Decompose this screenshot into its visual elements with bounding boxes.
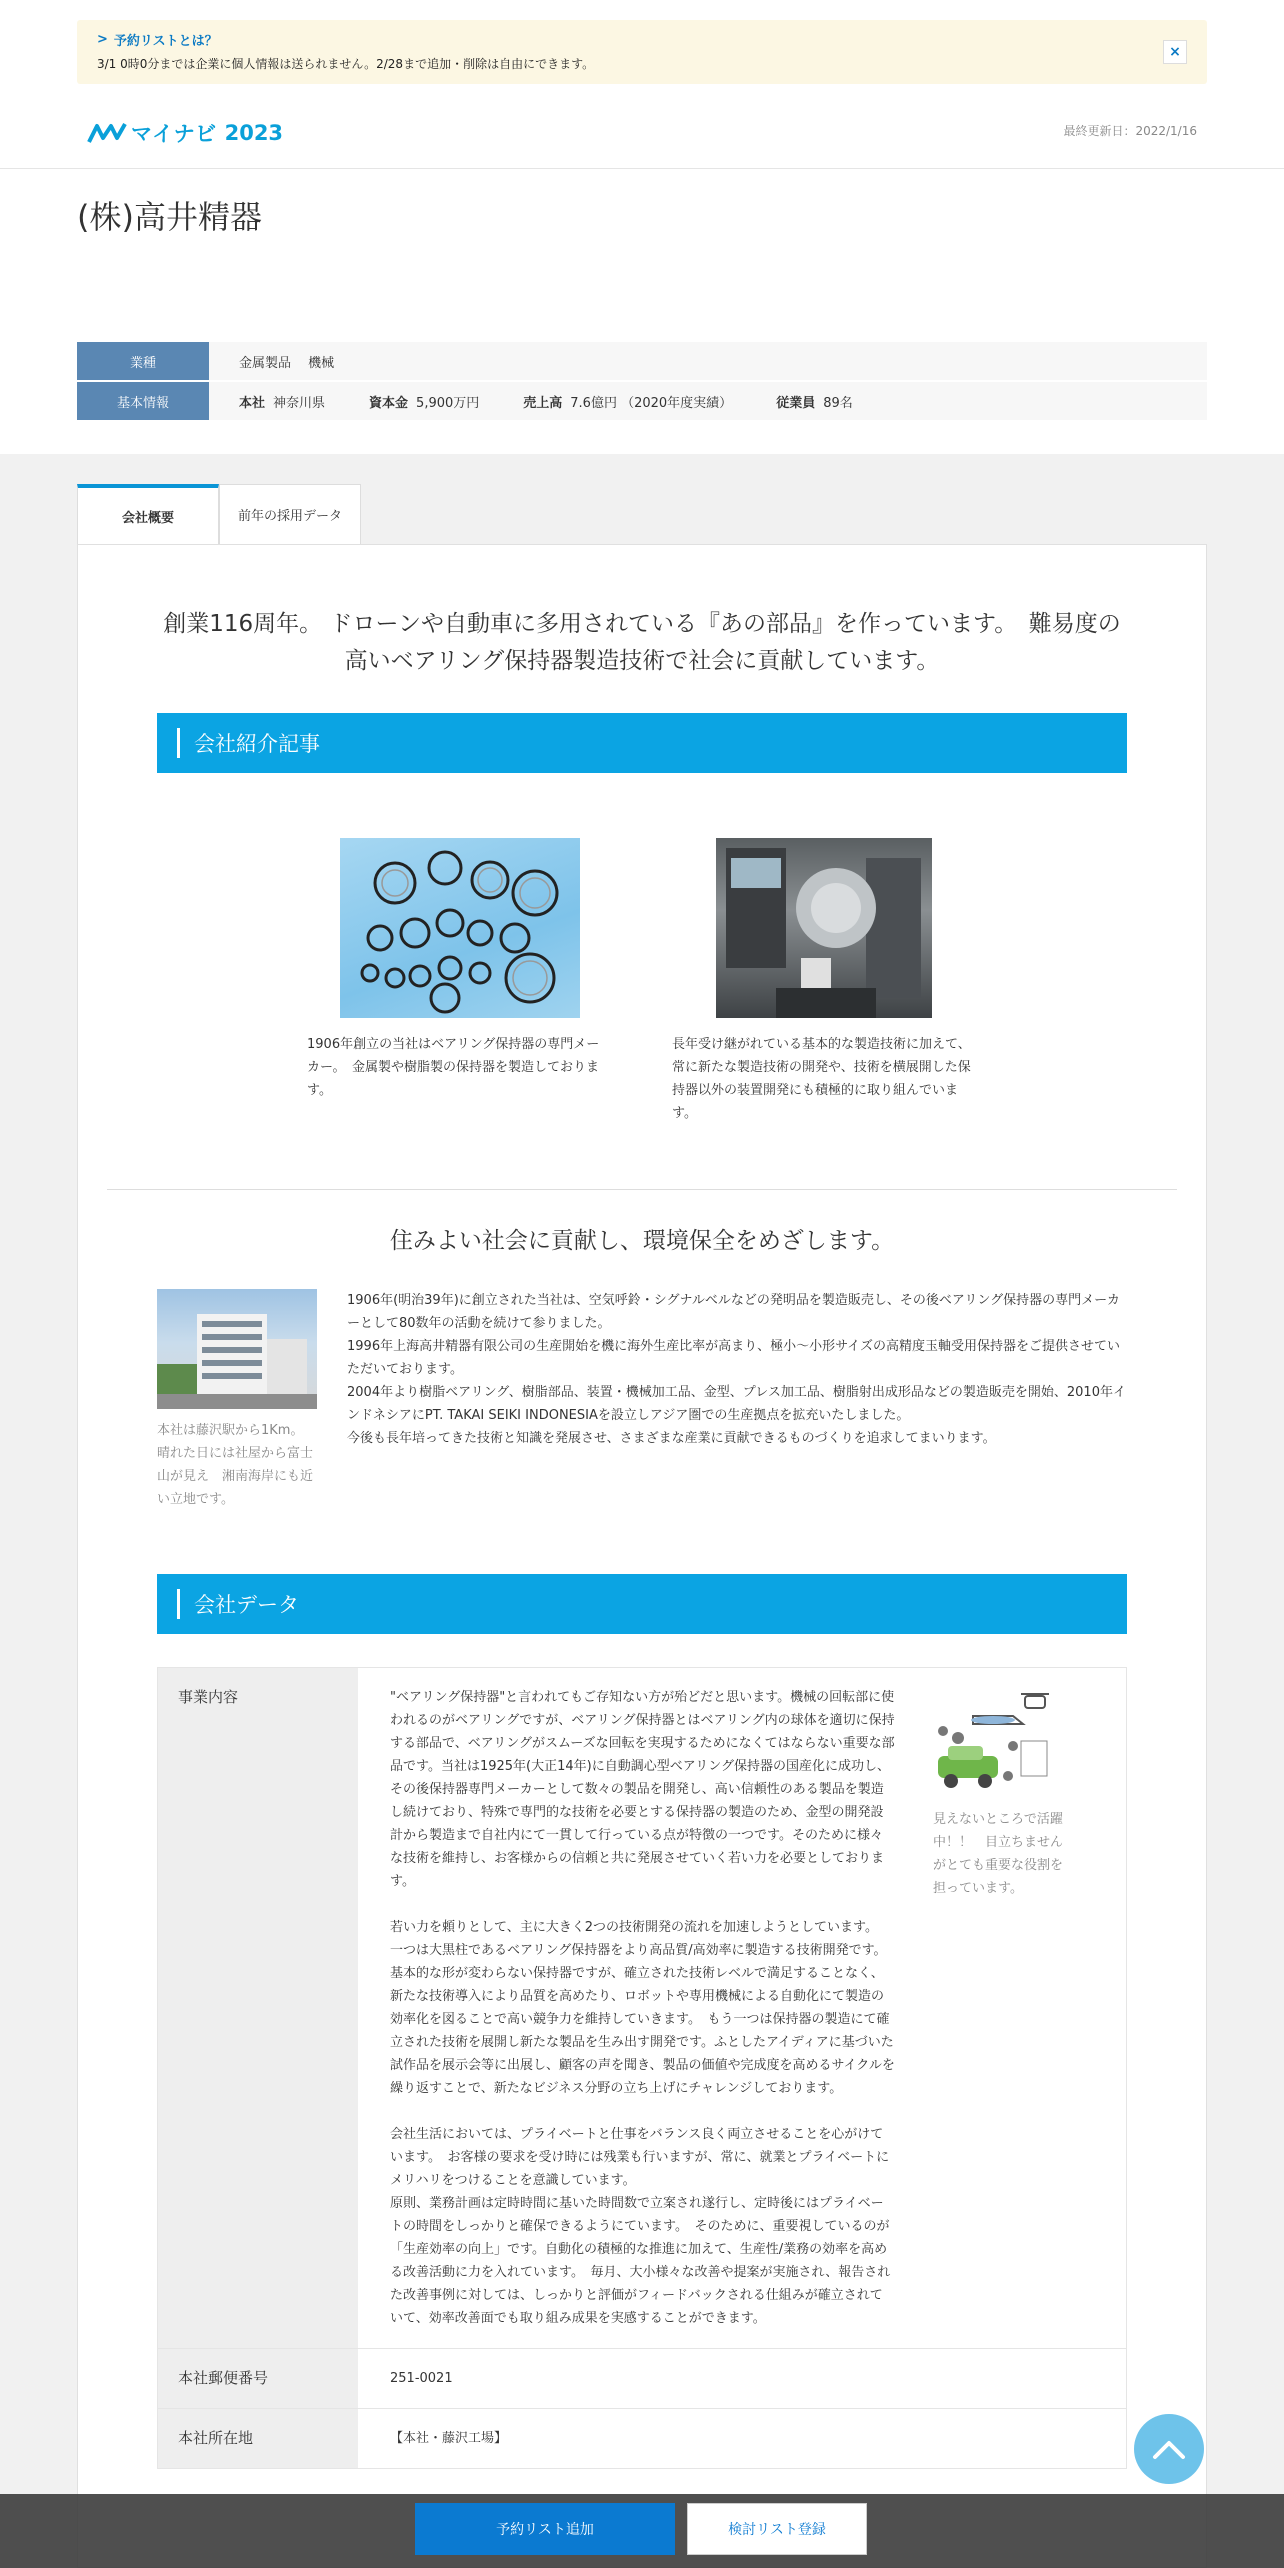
add-reservation-list-button[interactable]: 予約リスト追加 bbox=[415, 2503, 675, 2555]
address-label: 本社所在地 bbox=[158, 2409, 358, 2468]
industry-row bbox=[77, 342, 1207, 380]
tab-previous-recruit-data[interactable]: 前年の採用データ bbox=[219, 484, 361, 544]
mynavi-mark-icon bbox=[87, 122, 127, 144]
capital-item: 資本金 5,900万円 bbox=[369, 395, 480, 411]
tab-bar bbox=[77, 484, 361, 545]
chevron-up-icon bbox=[1152, 2438, 1186, 2460]
catch-copy: 創業116周年。 ドローンや自動車に多用されている『あの部品』を作っています。 難易度の高いベアリング保持器製造技術で社会に貢献しています。 bbox=[163, 611, 1121, 674]
environment-heading: 住みよい社会に貢献し、環境保全をめざします。 bbox=[389, 1228, 895, 1254]
building-illustration bbox=[157, 1289, 317, 1409]
bearing-retainers-illustration bbox=[340, 838, 580, 1018]
header-divider bbox=[0, 168, 1284, 169]
notice-message: 3/1 0時0分までは企業に個人情報は送られません。2/28まで追加・削除は自由にできます。 bbox=[97, 57, 595, 71]
company-info-table bbox=[77, 342, 1207, 422]
mynavi-logo[interactable] bbox=[87, 118, 283, 148]
bearing-retainers-photo bbox=[340, 838, 580, 1018]
headquarters-photo bbox=[157, 1289, 317, 1409]
business-paragraph-2: 若い力を頼りとして、主に大きく2つの技術開発の流れを加速しようとしています。 一つは大黒柱であるベアリング保持器をより高品質/高効率に製造する技術開発です。基本的な形が変わらない保持器ですが、確立された技術レベルで満足することなく、新たな技術導入により品質を高めたり、ロボットや専用機械による自動化にて製造の効率化を図ることで高い競争力を維持していきます。 もう一つは保持器の製造にて確立された技術を展開し新たな製品を生み出す開発です。ふとしたアイディアに基づいた試作品を展示会等に出展し、顧客の声を聞き、製品の価値や完成度を高めるサイクルを繰り返すことで、新たなビジネス分野の立ち上げにチャレンジしております。 bbox=[390, 1920, 895, 2096]
notice-title[interactable]: 予約リストとは？ bbox=[113, 34, 218, 49]
basic-info-label: 基本情報 bbox=[77, 382, 209, 420]
last-updated: 最終更新日：2022/1/16 bbox=[1063, 124, 1197, 138]
article-caption-1: 1906年創立の当社はベアリング保持器の専門メーカー。 金属製や樹脂製の保持器を製造しております。 bbox=[307, 1037, 600, 1098]
business-row bbox=[157, 1667, 1127, 2349]
drone-car-illustration bbox=[933, 1686, 1053, 1796]
chevron-right-icon: > bbox=[97, 32, 108, 47]
close-icon[interactable]: × bbox=[1163, 40, 1187, 64]
company-data-table bbox=[157, 1667, 1127, 2469]
company-name: (株)高井精器 bbox=[77, 198, 262, 236]
logo-brand: マイナビ bbox=[131, 122, 217, 146]
tab-company-overview[interactable]: 会社概要 bbox=[77, 484, 219, 545]
section-heading-articles: 会社紹介記事 bbox=[157, 713, 1127, 773]
business-paragraph-1: "ベアリング保持器"と言われてもご存知ない方が殆どだと思います。機械の回転部に使われるのがベアリングですが、ベアリング保持器とはベアリング内の球体を適切に保持する部品で、ベアリングがスムーズな回転を実現するためになくてはならない重要な部品です。当社は1925年(大正14年)に自動調心型ベアリング保持器の国産化に成功し、その後保持器専門メーカーとして数々の製品を開発し、高い信頼性のある製品を製造し続けており、特殊で専門的な技術を必要とする保持器の製造のため、金型の開発設計から製造まで自社内にて一貫して行っている点が特徴の一つです。そのために様々な技術を維持し、お客様からの信頼と共に発展させていく若い力を必要としております。 bbox=[390, 1690, 895, 1889]
hq-item: 本社 神奈川県 bbox=[239, 395, 326, 411]
add-consider-list-button[interactable]: 検討リスト登録 bbox=[687, 2503, 867, 2555]
address-value: 【本社・藤沢工場】 bbox=[390, 2431, 508, 2446]
postal-row bbox=[157, 2349, 1127, 2409]
sales-item: 売上高 7.6億円 （2020年度実績） bbox=[523, 395, 733, 411]
business-illustration bbox=[933, 1686, 1063, 1900]
company-history: 1906年(明治39年)に創立された当社は、空気呼鈴・シグナルベルなどの発明品を製造販売し、その後ベアリング保持器の専門メーカーとして80数年の活動を続けて参りました。 1996年上海高井精器有限公司の生産開始を機に海外生産比率が高まり、極小～小形サイズの高精度玉軸受用保持器をご提供させていただいております。 2004年より樹脂ベアリング、樹脂部品、装置・機械加工品、金型、プレス加工品、樹脂射出成形品などの製造販売を開始、2010年インドネシアにPT. TAKAI SEIKI INDONESIAを設立しアジア圏での生産拠点を拡充いたしました。 今後も長年培ってきた技術と知識を発展させ、さまざまな産業に貢献できるものづくりを追求してまいります。 bbox=[347, 1293, 1126, 1446]
basic-info-row bbox=[77, 382, 1207, 420]
headquarters-caption: 本社は藤沢駅から1Km。 晴れた日には社屋から富士山が見え 湘南海岸にも近い立地です。 bbox=[157, 1423, 314, 1507]
machine-illustration bbox=[716, 838, 932, 1018]
section-divider bbox=[107, 1189, 1177, 1190]
business-illustration-caption: 見えないところで活躍中！！ 目立ちませんがとても重要な役割を担っています。 bbox=[933, 1812, 1064, 1896]
address-row bbox=[157, 2409, 1127, 2469]
business-value bbox=[358, 1668, 1126, 2348]
business-label: 事業内容 bbox=[158, 1668, 358, 2348]
industry-label: 業種 bbox=[77, 342, 209, 380]
postal-value: 251-0021 bbox=[390, 2371, 453, 2386]
employees-item: 従業員 89名 bbox=[776, 395, 853, 411]
basic-info-value bbox=[209, 382, 1207, 420]
industry-value: 金属製品 機械 bbox=[209, 342, 1207, 380]
logo-year: 2023 bbox=[224, 121, 284, 145]
manufacturing-machine-photo bbox=[716, 838, 932, 1018]
back-to-top-button[interactable] bbox=[1134, 2414, 1204, 2484]
reservation-notice bbox=[77, 20, 1207, 84]
section-heading-company-data: 会社データ bbox=[157, 1574, 1127, 1634]
business-paragraph-3: 会社生活においては、プライベートと仕事をバランス良く両立させることを心がけています。 お客様の要求を受け時には残業も行いますが、常に、就業とプライベートにメリハリをつけることを意識しています。 原則、業務計画は定時時間に基いた時間数で立案され遂行し、定時後にはプライベートの時間をしっかりと確保できるようにています。 そのために、重要視しているのが「生産効率の向上」です。自動化の積極的な推進に加えて、生産性/業務の効率を高める改善活動に力を入れています。 毎月、大小様々な改善や提案が実施され、報告された改善事例に対しては、しっかりと評価がフィードバックされる仕組みが確立されていて、効率改善面でも取り組み成果を実感することができます。 bbox=[390, 2127, 891, 2326]
article-caption-2: 長年受け継がれている基本的な製造技術に加えて、常に新たな製造技術の開発や、技術を横展開した保持器以外の装置開発にも積極的に取り組んでいます。 bbox=[672, 1037, 971, 1121]
postal-label: 本社郵便番号 bbox=[158, 2349, 358, 2408]
notice-title-link[interactable] bbox=[97, 30, 1187, 49]
